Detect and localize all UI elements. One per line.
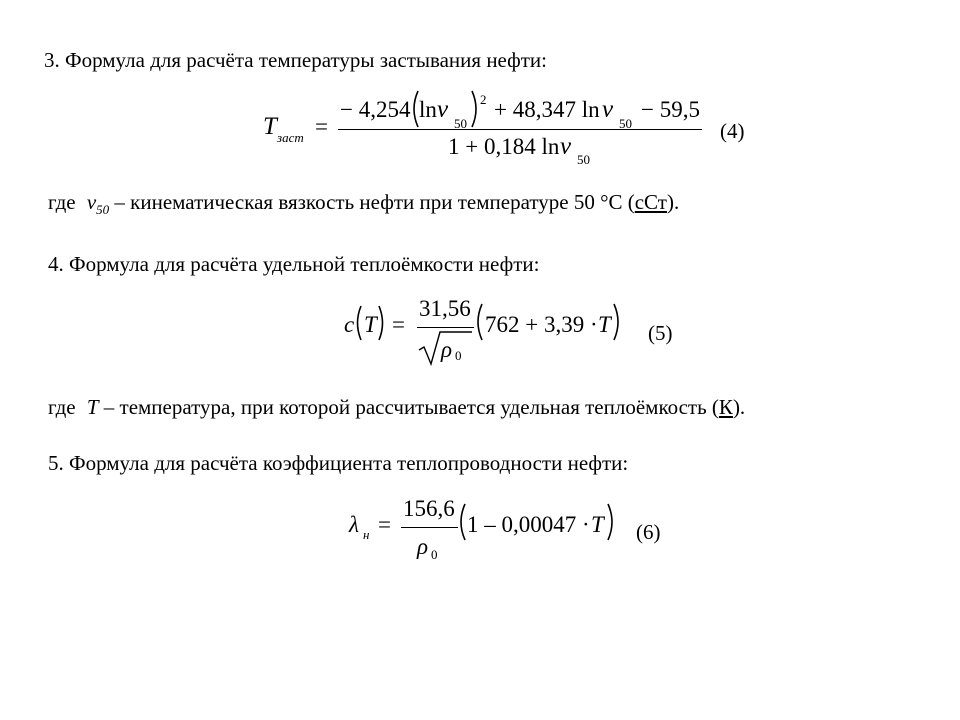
note-section-3 <box>48 190 679 217</box>
rho-subscript: 0 <box>431 547 438 562</box>
fraction-bar <box>338 129 702 130</box>
numerator-end: − 59,5 <box>641 97 700 122</box>
formula-T-arg: T <box>364 312 377 337</box>
formula-lhs-symbol: T <box>263 113 277 140</box>
formula-c-symbol: c <box>344 312 355 337</box>
nu-symbol-1: ν <box>437 96 449 123</box>
formula-T: T <box>591 512 604 537</box>
note-prefix: где <box>48 395 76 419</box>
numerator-coefficient: − 4,254 <box>340 97 411 122</box>
equation-number-5: (5) <box>648 321 673 345</box>
heading-section-3: 3. Формула для расчёта температуры застывания нефти: <box>44 48 547 72</box>
numerator-ln-1: ln <box>419 97 437 122</box>
equation-number-6: (6) <box>636 520 661 544</box>
note-suffix: ). <box>732 395 746 419</box>
denominator-start: 1 + 0,184 ln <box>448 134 560 159</box>
right-paren-c <box>376 304 388 342</box>
formula-T: T <box>598 312 611 337</box>
equation-number-4: (4) <box>720 119 745 143</box>
lambda-subscript: н <box>363 527 370 542</box>
right-paren-big <box>611 302 623 342</box>
right-paren-big <box>605 502 617 542</box>
formula-equals: = <box>378 512 391 537</box>
unit-k-link[interactable]: К <box>718 395 733 419</box>
paren-body: 762 + 3,39 · <box>485 312 598 337</box>
power-exponent: 2 <box>480 92 487 107</box>
formula-lhs-subscript: заст <box>277 130 304 145</box>
left-paren-big <box>472 302 484 342</box>
formula-equals: = <box>315 114 328 139</box>
lambda-symbol: λ <box>349 512 359 537</box>
paren-body: 1 – 0,00047 · <box>467 512 590 537</box>
note-suffix: ). <box>666 190 680 214</box>
numerator-value: 31,56 <box>419 296 471 321</box>
nu-symbol-3: ν <box>560 133 572 160</box>
fraction-bar <box>417 327 474 328</box>
note-symbol: ν <box>86 190 97 214</box>
note-symbol-subscript: 50 <box>96 202 110 217</box>
unit-cst-link[interactable]: сСт <box>634 190 667 214</box>
nu-subscript-2: 50 <box>619 116 632 131</box>
note-prefix: где <box>48 190 76 214</box>
rho-symbol: ρ <box>441 337 453 362</box>
nu-subscript-1: 50 <box>454 116 467 131</box>
left-paren-big <box>455 502 467 542</box>
nu-subscript-3: 50 <box>577 152 590 167</box>
left-paren-c <box>352 304 364 342</box>
heading-section-5: 5. Формула для расчёта коэффициента теплопроводности нефти: <box>48 451 629 475</box>
numerator-value: 156,6 <box>403 496 455 521</box>
heading-section-4: 4. Формула для расчёта удельной теплоёмкости нефти: <box>48 252 540 276</box>
note-symbol: T <box>86 395 99 419</box>
note-text: – температура, при которой рассчитывается удельная теплоёмкость ( <box>103 395 719 419</box>
note-text: – кинематическая вязкость нефти при температуре 50 °С ( <box>114 190 635 214</box>
note-section-4 <box>48 395 745 419</box>
fraction-bar <box>401 527 458 528</box>
nu-symbol-2: ν <box>602 96 614 123</box>
rho-symbol: ρ <box>417 534 429 559</box>
formula-equals: = <box>392 312 405 337</box>
numerator-middle: + 48,347 ln <box>494 97 600 122</box>
rho-subscript: 0 <box>455 348 462 363</box>
